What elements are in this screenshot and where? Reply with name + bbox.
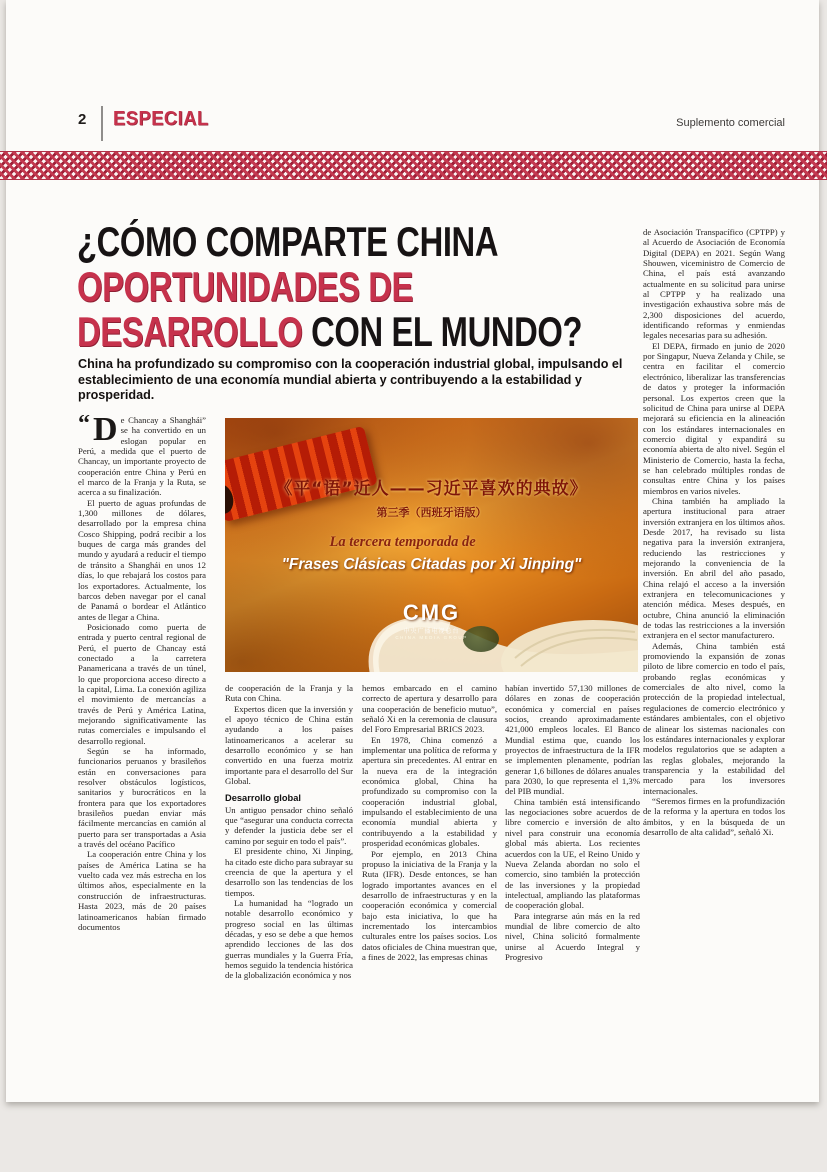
paragraph: Por ejemplo, en 2013 China propuso la iniciativa de la Franja y la Ruta (IFR). Desde entonces, se han logrado importantes avances en el desarrollo de infraestructuras y en la cooperación económica y comercial bajo esta iniciativa, lo que ha incrementado los intercambios culturales entre los países socios. Los datos oficiales de China muestran que, a fines de 2022, las empresas chinas: [362, 848, 497, 962]
paragraph: La humanidad ha “logrado un notable desarrollo económico y progreso social en las últimas décadas, y eso se debe a que hemos aprendido lecciones de las dos guerras mundiales y la Guerra Fría, hemos seguido la tendencia histórica de la globalización económica y nos: [225, 897, 353, 981]
lead-paragraph: “ D e Chancay a Shanghái” se ha convertido en un eslogan popular en Perú, a medida que el puerto de Chancay, un importante proyecto de cooperación entre China y Perú en el marco de la Franja y la Ruta, se acerca a su finalización.: [78, 415, 206, 498]
headline-line-1: ¿CÓMO COMPARTE CHINA: [77, 218, 499, 265]
paragraph: La cooperación entre China y los países de América Latina se ha vuelto cada vez más estrecha en los últimos años, especialmente en la construcción de infraestructuras. Hasta 2023, más de 20 países latinoamericanos habían firmado documentos: [78, 849, 206, 932]
decorative-woven-band: [0, 151, 827, 180]
cmg-logo-chinese-name: 中央广播电视总台: [403, 628, 460, 635]
paragraph: Según se ha informado, funcionarios peruanos y brasileños están en conversaciones para resolver obstáculos logísticos, sanitarios y burocráticos en la frontera para que los exportadores brasileños puedan enviar más fácilmente mercancías en camión al puerto para ser transportadas a Asia a través del océano Pacífico: [78, 746, 206, 850]
photo-chinese-title: 《平“语”近人——习近平喜欢的典故》: [275, 479, 588, 499]
paragraph: China también está intensificando las negociaciones sobre acuerdos de libre comercio e inversión de alto nivel para construir una economía global más abierta. Los recientes acuerdos con la UE, el Reino Unido y Nueva Zelanda abordan no solo el comercio, sino también la protección de las inversiones y la propiedad intelectual, ampliando las plataformas de cooperación global.: [505, 796, 640, 911]
cmg-logo: CMG: [402, 600, 461, 625]
standfirst: China ha profundizado su compromiso con la cooperación industrial global, impulsando el establecimiento de una economía mundial abierta y contribuyendo a la estabilidad y prosperidad.: [78, 357, 623, 402]
paragraph: de Asociación Transpacífico (CPTPP) y al Acuerdo de Asociación de Economía Digital (DEPA) en 2021. Según Wang Shouwen, viceministro de Comercio de China, el país está avanzando actualmente en su solicitud para unirse al CPTPP y ha realizado una investigación exhaustiva sobre más de 2,300 disposiciones del acuerdo, identificando reformas y enmiendas legales necesarias para su adhesión.: [643, 227, 785, 341]
paragraph: habían invertido 57,130 millones de dólares en zonas de cooperación económica y comercial en países socios, creando aproximadamente 421,000 empleos locales. El Banco Mundial estima que, cuando los proyectos de infraestructura de la IFR se implementen plenamente, podrían generar 1,6 billones de dólares anuales para 2030, lo que representa el 1,3% del PIB mundial.: [505, 683, 640, 797]
paragraph: El puerto de aguas profundas de 1,300 millones de dólares, desarrollado por la empresa china Cosco Shipping, podrá recibir a los buques de carga más grandes del mundo y ayudará a reducir el tiempo de tránsito a Shanghái en unos 12 días, lo que rebajará los costos para los exportadores. Actualmente, los barcos deben navegar por el canal de Panamá o bordear el Atlántico antes de llegar a China.: [78, 497, 206, 622]
article-column-5: [643, 227, 785, 1057]
paragraph: de cooperación de la Franja y la Ruta con China.: [225, 683, 353, 704]
article-column-2: [225, 683, 353, 1057]
page-number: 2: [78, 111, 87, 128]
article-column-1: [78, 415, 206, 1057]
drop-cap: D: [93, 415, 118, 448]
paragraph: Posicionado como puerta de entrada y puerto central regional de Perú, el puerto de Chancay está conectado a la carretera Panamericana a través de un túnel, lo que proporciona acceso directo a la capital, Lima. La conexión agiliza el movimiento de mercancías a través de Perú y América Latina, mejorando significativamente las rutas comerciales e impulsando el desarrollo regional.: [78, 621, 206, 746]
paragraph: Para integrarse aún más en la red mundial de libre comercio de alto nivel, China solicitó formalmente unirse al Acuerdo Integral y Progresivo: [505, 910, 640, 962]
article-photo: [225, 418, 638, 672]
paragraph: Además, China también está promoviendo la expansión de zonas piloto de libre comercio en todo el país, probando reglas económicas y comerciales de alto nivel, como la protección de la propiedad intelectual, regulaciones de comercio electrónico y estándares ambientales, con el objetivo de alinear los sistemas nacionales con los estándares internacionales y explorar modelos regulatorios que se adapten a las reglas globales, mejorando la transparencia y la estabilidad del mercado para los inversores internacionales.: [643, 640, 785, 796]
paragraph: hemos embarcado en el camino correcto de apertura y desarrollo para una cooperación de beneficio mutuo”, señaló Xi en la ceremonia de clausura del Foro Empresarial BRICS 2023.: [362, 683, 497, 735]
paragraph: El DEPA, firmado en junio de 2020 por Singapur, Nueva Zelanda y Chile, se centra en facilitar el comercio electrónico, liberalizar las transferencias de datos y proteger la información personal. Los expertos creen que la solicitud de China para unirse al DEPA mejorará su eficiencia en la alineación con los estándares internacionales en comercio digital y expandirá su economía abierta de alto nivel. Según el Ministerio de Comercio, hasta la fecha, se han celebrado múltiples rondas de consultas entre China y los países miembros en varios niveles.: [643, 340, 785, 496]
paragraph: “Seremos firmes en la profundización de la reforma y la apertura en todos los ámbitos, y en la búsqueda de un desarrollo de alta calidad”, señaló Xi.: [643, 795, 785, 837]
opening-quote: “: [78, 415, 90, 437]
supplement-label: Suplemento comercial: [676, 117, 785, 129]
column-subhead: Desarrollo global: [225, 793, 301, 804]
article-column-4: [505, 683, 640, 1057]
section-title: ESPECIAL: [113, 108, 209, 130]
photo-chinese-subtitle: 第三季（西班牙语版）: [376, 506, 487, 519]
paragraph: En 1978, China comenzó a implementar una política de reforma y apertura sin precedentes. Al entrar en la nueva era de la integración económica global, China ha profundizado su compromiso con la cooperación industrial global, impulsando el establecimiento de una economía mundial abierta y contribuyendo a la estabilidad y prosperidad económicas globales.: [362, 734, 497, 849]
paragraph: Un antiguo pensador chino señaló que “asegurar una conducta correcta y defender la justicia debe ser el camino por seguir en todo el país”.: [225, 804, 353, 846]
header-divider: [101, 106, 103, 141]
headline-line-3: [77, 309, 582, 354]
article-column-3: [362, 683, 497, 1057]
paragraph: China también ha ampliado la apertura institucional para atraer inversión extranjera en los últimos años. Desde 2017, ha revisado su lista negativa para la inversión extranjera, reduciendo las restricciones y mejorando la conveniencia de la inversión. En abril del año pasado, China relajó el acceso a la inversión extranjera en telecomunicaciones y atención médica. Meses después, en octubre, China anunció la eliminación de todas las restricciones a la inversión extranjera en el sector manufacturero.: [643, 495, 785, 641]
headline-line-2: OPORTUNIDADES DE: [77, 263, 413, 310]
cmg-logo-english-name: CHINA MEDIA GROUP: [395, 635, 468, 640]
photo-caption-line-1: La tercera temporada de: [329, 534, 476, 550]
headline: [77, 219, 725, 354]
paragraph: Expertos dicen que la inversión y el apoyo técnico de China están ayudando a los países latinoamericanos a acelerar su desarrollo económico y se han convertido en una fuerza motriz importante para el desarrollo del Sur Global.: [225, 703, 353, 787]
photo-caption-line-2: "Frases Clásicas Citadas por Xi Jinping": [281, 556, 582, 573]
headline-line-3-black: CON EL MUNDO?: [302, 308, 583, 355]
headline-line-3-red: DESARROLLO: [77, 308, 303, 355]
paragraph: El presidente chino, Xi Jinping, ha citado este dicho para subrayar su creencia de que la apertura y el desarrollo son las tendencias de los tiempos.: [225, 846, 353, 898]
